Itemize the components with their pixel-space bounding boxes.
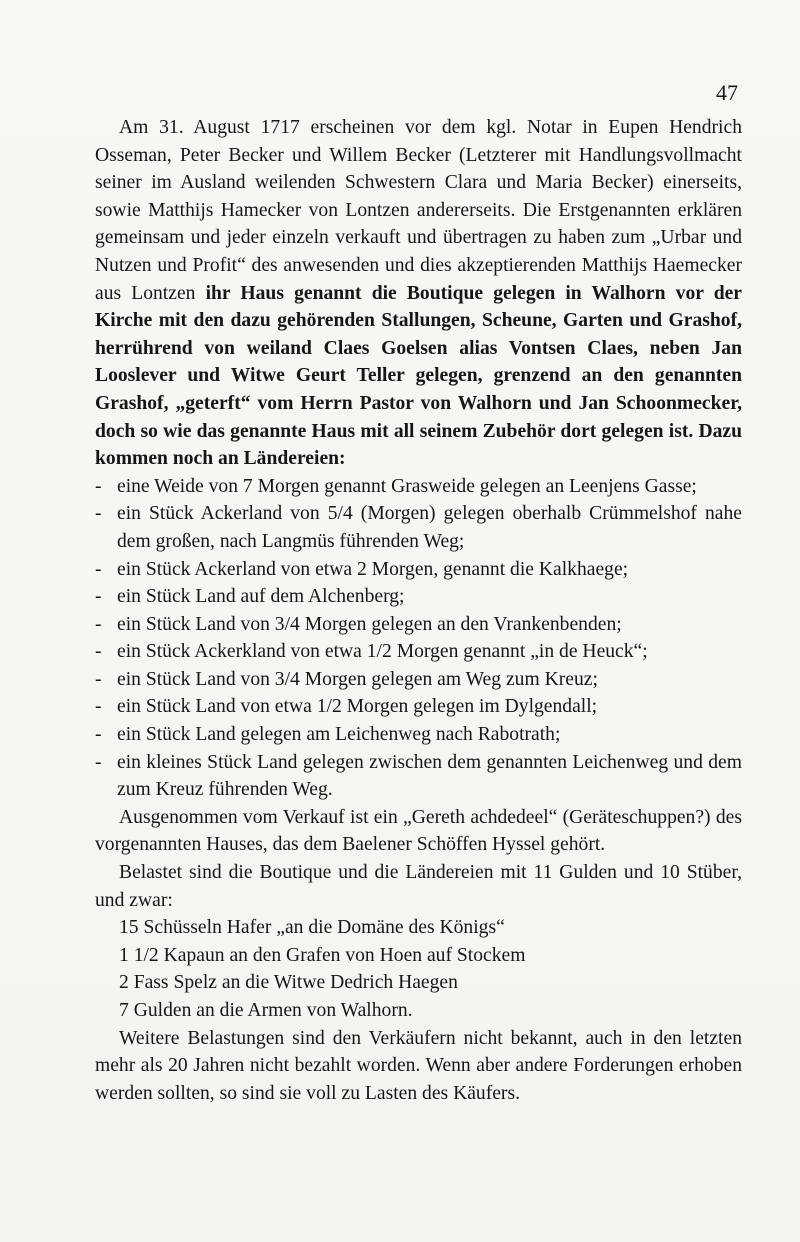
land-list [95,473,742,804]
list-item: 15 Schüsseln Hafer „an die Domäne des Königs“ [119,917,505,939]
list-item: 1 1/2 Kapaun an den Grafen von Hoen auf Stockem [119,944,526,966]
paragraph-sale-house-description: ihr Haus genannt die Boutique gelegen in Walhorn vor der Kirche mit den dazu gehörenden Stallungen, Scheune, Garten und Grashof, herrührend von weiland Claes Goelsen alias Vontsen Claes, neben Jan Looslever und Witwe Geurt Teller gelegen, grenzend an den genannten Grashof, „geterft“ vom Herrn Pastor von Walhorn und Jan Schoonmecker, doch so wie das genannte Haus mit all seinem Zubehör dort gelegen ist. Dazu kommen noch an Ländereien: [95,282,742,470]
list-item: - ein Stück Ackerland von etwa 2 Morgen, genannt die Kalkhaege; [95,556,742,584]
list-item: - ein Stück Land von 3/4 Morgen gelegen am Weg zum Kreuz; [95,666,742,694]
paragraph-sale-record [95,114,742,473]
list-item: - ein Stück Land von 3/4 Morgen gelegen an den Vrankenbenden; [95,611,742,639]
page-body [95,114,742,1107]
list-item: - ein Stück Ackerland von 5/4 (Morgen) gelegen oberhalb Crümmelshof nahe dem großen, nach Langmüs führenden Weg; [95,500,742,555]
burden-list [95,914,742,1024]
paragraph-sale-intro: Am 31. August 1717 erscheinen vor dem kgl. Notar in Eupen Hendrich Osseman, Peter Becker und Willem Becker (Letzterer mit Handlungsvollmacht seiner im Ausland weilenden Schwestern Clara und Maria Becker) einerseits, sowie Matthijs Hamecker von Lontzen andererseits. Die Erstgenannten erklären gemeinsam und jeder einzeln verkauft und übertragen zu haben zum „Urbar und Nutzen und Profit“ des anwesenden und dies akzeptierenden Matthijs Haemecker aus Lontzen [95,117,742,304]
list-item: 2 Fass Spelz an die Witwe Dedrich Haegen [119,972,458,994]
paragraph-closing: Weitere Belastungen sind den Verkäufern nicht bekannt, auch in den letzten mehr als 20 Jahren nicht bezahlt worden. Wenn aber andere Forderungen erhoben werden sollten, so sind sie voll zu Lasten des Käufers. [95,1027,742,1104]
list-item: - ein Stück Land von etwa 1/2 Morgen gelegen im Dylgendall; [95,693,742,721]
paragraph-exception: Ausgenommen vom Verkauf ist ein „Gereth achdedeel“ (Geräteschuppen?) des vorgenannten Hauses, das dem Baelener Schöffen Hyssel gehört. [95,806,742,856]
list-item: - ein Stück Land auf dem Alchenberg; [95,583,742,611]
list-item: - eine Weide von 7 Morgen genannt Grasweide gelegen an Leenjens Gasse; [95,473,742,501]
page-number: 47 [716,80,738,105]
list-item: - ein Stück Land gelegen am Leichenweg nach Rabotrath; [95,721,742,749]
paragraph-burdens-intro: Belastet sind die Boutique und die Ländereien mit 11 Gulden und 10 Stüber, und zwar: [95,862,742,911]
list-item: - ein Stück Ackerkland von etwa 1/2 Morgen genannt „in de Heuck“; [95,638,742,666]
list-item: - ein kleines Stück Land gelegen zwischen dem genannten Leichenweg und dem zum Kreuz führenden Weg. [95,749,742,804]
list-item: 7 Gulden an die Armen von Walhorn. [119,1000,413,1021]
